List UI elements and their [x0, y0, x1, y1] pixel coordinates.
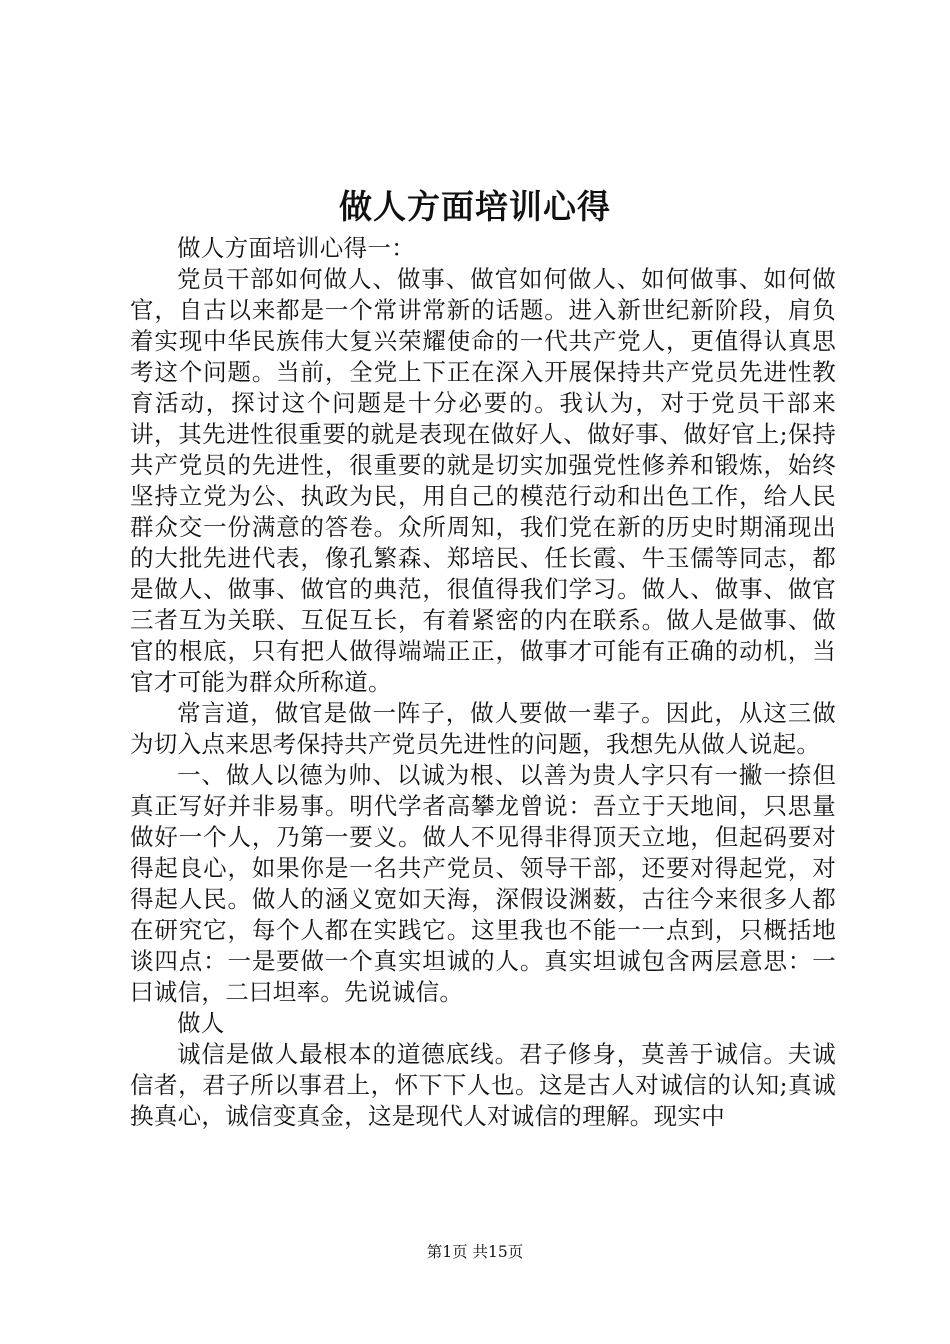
paragraph-heading: 做人方面培训心得一： — [177, 234, 415, 262]
paragraph: 诚信是做人最根本的道德底线。君子修身，莫善于诚信。夫诚信者，君子所以事君上，怀下下人也。这是古人对诚信的认知;真诚换真心，诚信变真金，这是现代人对诚信的理解。现实中 — [130, 1040, 836, 1130]
page-footer: 第1页 共15页 — [426, 1243, 524, 1261]
paragraph-subheading: 做人 — [177, 1009, 225, 1037]
paragraph: 常言道，做官是做一阵子，做人要做一辈子。因此，从这三做为切入点来思考保持共产党员先进性的问题，我想先从做人说起。 — [130, 699, 836, 758]
paragraph: 一、做人以德为帅、以诚为根、以善为贵人字只有一撇一捺但真正写好并非易事。明代学者高攀龙曾说：吾立于天地间，只思量做好一个人，乃第一要义。做人不见得非得顶天立地，但起码要对得起良心，如果你是一名共产党员、领导干部，还要对得起党，对得起人民。做人的涵义宽如天海，深假设渊薮，古往今来很多人都在研究它，每个人都在实践它。这里我也不能一一点到，只概括地谈四点：一是要做一个真实坦诚的人。真实坦诚包含两层意思：一曰诚信，二曰坦率。先说诚信。 — [130, 761, 836, 1006]
paragraph: 党员干部如何做人、做事、做官如何做人、如何做事、如何做官，自古以来都是一个常讲常新的话题。进入新世纪新阶段，肩负着实现中华民族伟大复兴荣耀使命的一代共产党人，更值得认真思考这个问题。当前，全党上下正在深入开展保持共产党员先进性教育活动，探讨这个问题是十分必要的。我认为，对于党员干部来讲，其先进性很重要的就是表现在做好人、做好事、做好官上;保持共产党员的先进性，很重要的就是切实加强党性修养和锻炼，始终坚持立党为公、执政为民，用自己的模范行动和出色工作，给人民群众交一份满意的答卷。众所周知，我们党在新的历史时期涌现出的大批先进代表，像孔繁森、郑培民、任长霞、牛玉儒等同志，都是做人、做事、做官的典范，很值得我们学习。做人、做事、做官三者互为关联、互促互长，有着紧密的内在联系。做人是做事、做官的根底，只有把人做得端端正正，做事才可能有正确的动机，当官才可能为群众所称道。 — [130, 265, 836, 696]
document-body — [130, 233, 836, 1132]
document-title: 做人方面培训心得 — [339, 187, 611, 226]
